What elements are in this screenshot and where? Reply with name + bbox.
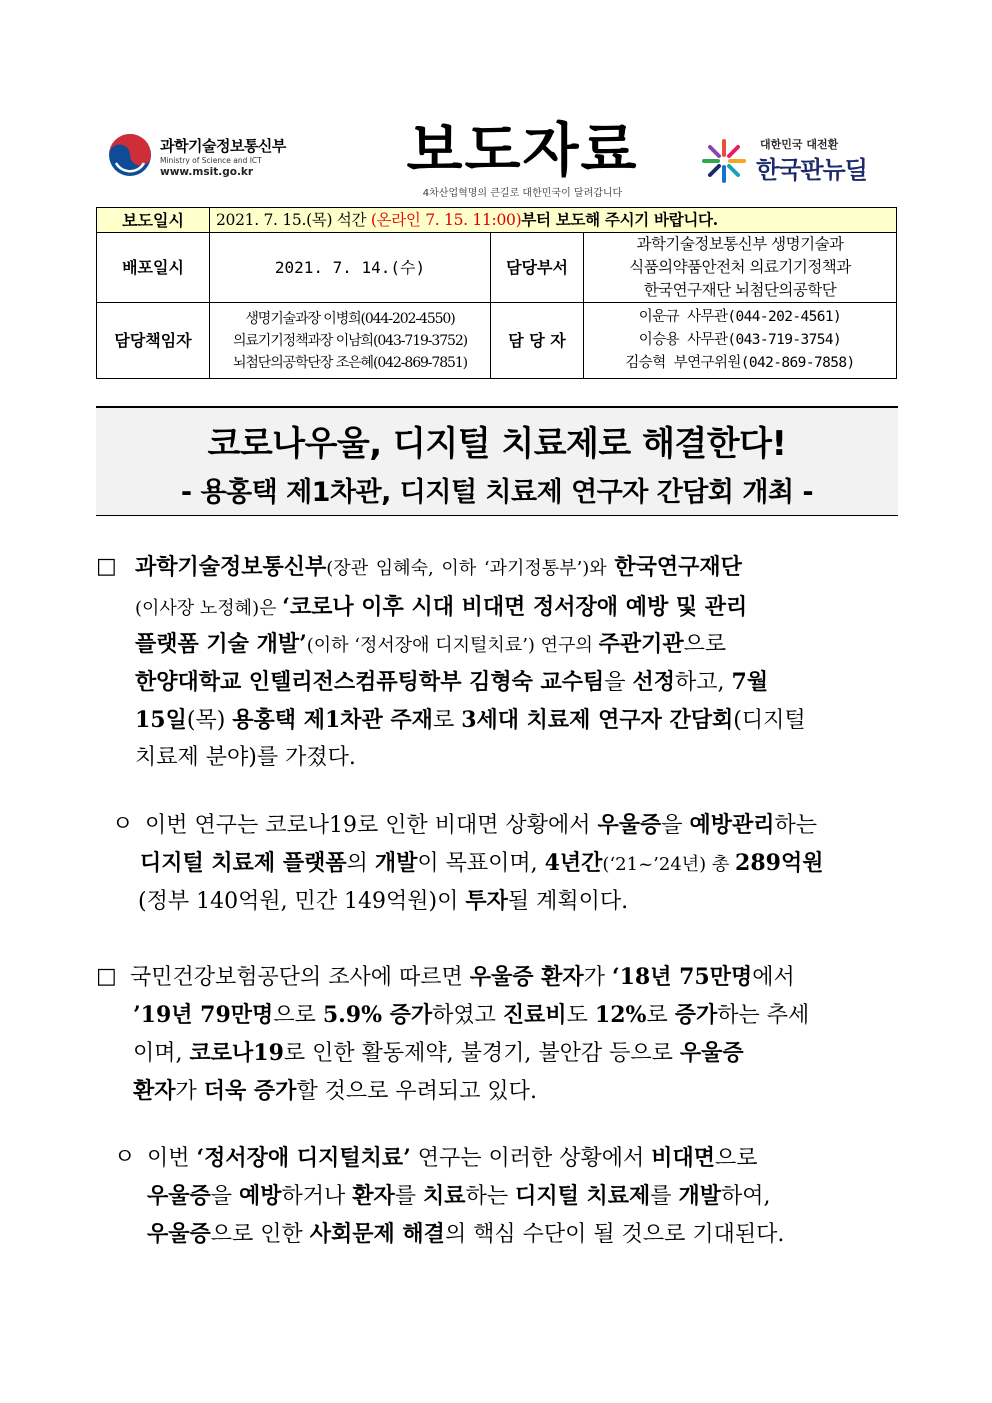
text: 하여, <box>721 1184 771 1209</box>
text: 이번 연구는 코로나19로 인한 비대면 상황에서 <box>145 813 598 838</box>
staff-item: 김승혁 부연구위원(042-869-7858) <box>625 355 855 371</box>
ministry-name-en: Ministry of Science and ICT <box>160 156 262 165</box>
text-bold: ’19년 79만명 <box>133 1002 274 1028</box>
text: 가 <box>175 1079 204 1104</box>
staff-item: 이승용 사무관(043-719-3754) <box>638 332 842 348</box>
text-bold: 증가 <box>674 1002 718 1028</box>
distribution-row <box>97 233 897 303</box>
text-bold: 투자 <box>465 888 508 914</box>
paragraph-line <box>147 1181 771 1212</box>
paragraph-line <box>135 705 806 736</box>
text-bold: 비대면 <box>651 1145 716 1171</box>
text-bold: ‘정서장애 디지털치료’ <box>196 1145 411 1171</box>
text: 의 <box>346 851 375 876</box>
ministry-url: www.msit.go.kr <box>160 166 254 178</box>
paragraph-line <box>135 552 897 584</box>
text-bold: 치료 <box>423 1183 466 1209</box>
distribution-label: 배포일시 <box>97 233 210 303</box>
text: (목) <box>186 708 233 733</box>
paragraph-line <box>133 1000 809 1031</box>
release-label: 보도일시 <box>97 208 210 233</box>
text: 하는 <box>774 813 818 838</box>
text: 치료제 분야)를 가졌다. <box>135 745 356 770</box>
text: 를 <box>650 1184 679 1209</box>
text: 를 <box>394 1184 424 1209</box>
text: (이사장 노정혜)은 <box>135 598 283 619</box>
newdeal-logo <box>700 133 900 185</box>
staff-list <box>584 303 897 379</box>
text: 할 것으로 우려되고 있다. <box>296 1079 537 1104</box>
text: 하는 추세 <box>717 1003 810 1028</box>
text: 으로 <box>715 1146 758 1171</box>
text: 로 인한 활동제약, 불경기, 불안감 등으로 <box>283 1041 680 1066</box>
text: 이 목표이며, <box>417 851 545 876</box>
text-bold: 한양대학교 인텔리전스컴퓨팅학부 김형숙 교수팀 <box>135 669 605 695</box>
paragraph-line <box>140 848 823 880</box>
text-bold: 예방 <box>239 1183 282 1209</box>
text: 로 <box>646 1003 675 1028</box>
headline-box <box>96 406 898 516</box>
headline-title: 코로나우울, 디지털 치료제로 해결한다! <box>207 424 787 464</box>
paragraph-line <box>145 810 817 841</box>
release-suffix: 부터 보도해 주시기 바랍니다. <box>521 210 718 229</box>
release-date-cell <box>210 208 897 233</box>
release-date: 2021. 7. 15.(목) 석간 <box>216 211 371 229</box>
text: 로 <box>432 708 462 733</box>
text-bold: 우울증 <box>147 1183 211 1209</box>
text: 하였고 <box>432 1003 503 1028</box>
text-bold: 플랫폼 기술 개발’ <box>135 631 307 657</box>
text-bold: 주관기관 <box>598 631 684 657</box>
text: 을 <box>210 1184 240 1209</box>
manager-item: 뇌첨단의공학단장 조은혜(042-869-7851) <box>232 354 468 371</box>
text: 으로 <box>273 1003 323 1028</box>
newdeal-name: 한국판뉴딜 <box>756 156 867 184</box>
text: (디지털 <box>733 708 806 733</box>
text: 연구는 이러한 상황에서 <box>410 1146 652 1171</box>
text: 이번 <box>147 1146 197 1171</box>
paragraph-line <box>135 629 726 661</box>
text-bold: 디지털 치료제 <box>515 1183 651 1209</box>
text-bold: 환자 <box>352 1183 395 1209</box>
text-bold: 개발 <box>374 850 418 876</box>
text: 에서 <box>752 965 795 990</box>
circle-bullet: ㅇ <box>114 1145 136 1170</box>
department-list <box>584 233 897 303</box>
text-bold: 진료비 <box>502 1002 567 1028</box>
department-item: 한국연구재단 뇌첨단의공학단 <box>643 281 837 299</box>
text: 국민건강보험공단의 조사에 따르면 <box>130 965 470 990</box>
text-bold: 디지털 치료제 플랫폼 <box>140 850 347 876</box>
managers-label: 담당책임자 <box>97 303 210 379</box>
text-bold: 15일 <box>135 707 187 733</box>
paragraph-line <box>135 592 747 624</box>
text: 가 <box>583 965 612 990</box>
department-label: 담당부서 <box>491 233 584 303</box>
text-bold: 코로나19 <box>189 1040 284 1066</box>
square-bullet: □ <box>96 554 117 579</box>
text: 을 <box>604 670 633 695</box>
text-bold: 우울증 <box>597 812 662 838</box>
staff-item: 이운규 사무관(044-202-4561) <box>638 309 842 325</box>
newdeal-burst-icon <box>700 137 748 185</box>
department-item: 식품의약품안전처 의료기기정책과 <box>629 258 851 276</box>
distribution-date: 2021. 7. 14.(수) <box>210 233 491 303</box>
release-info-table <box>96 207 897 379</box>
ministry-name: 과학기술정보통신부 <box>160 137 286 155</box>
text: 으로 <box>683 632 727 657</box>
taegeuk-emblem-icon <box>108 133 152 177</box>
manager-item: 의료기기정책과장 이남희(043-719-3752) <box>232 332 468 349</box>
release-row <box>97 208 897 233</box>
page-title: 보도자료 <box>406 116 639 184</box>
staff-label: 담 당 자 <box>491 303 584 379</box>
text: 도 <box>566 1003 595 1028</box>
text-bold: 한국연구재단 <box>614 554 742 580</box>
paragraph-line <box>135 667 768 698</box>
text: (이하 ‘정서장애 디지털치료’) 연구의 <box>306 635 599 656</box>
text-bold: ‘코로나 이후 시대 비대면 정서장애 예방 및 관리 <box>282 594 748 620</box>
newdeal-tagline: 대한민국 대전환 <box>760 138 839 151</box>
text: 하고, <box>675 670 732 695</box>
text-bold: 사회문제 해결 <box>309 1221 445 1247</box>
text-bold: 더욱 증가 <box>203 1078 297 1104</box>
text-bold: 289억원 <box>735 850 824 876</box>
contact-row <box>97 303 897 379</box>
text-bold: 우울증 환자 <box>469 964 584 990</box>
department-item: 과학기술정보통신부 생명기술과 <box>636 235 844 253</box>
text-bold: 예방관리 <box>689 812 775 838</box>
headline-subtitle: - 용홍택 제1차관, 디지털 치료제 연구자 간담회 개최 - <box>180 477 814 508</box>
text: 하거나 <box>281 1184 353 1209</box>
text: 을 <box>661 813 690 838</box>
circle-bullet: ㅇ <box>112 812 134 837</box>
ministry-logo <box>108 133 338 183</box>
text: (장관 임혜숙, 이하 ‘과기정통부’)와 <box>326 558 615 579</box>
text-bold: 환자 <box>133 1078 176 1104</box>
paragraph-line <box>130 962 795 993</box>
text-bold: 용홍택 제1차관 주재 <box>232 707 433 733</box>
text: 하는 <box>465 1184 516 1209</box>
paragraph-line <box>147 1219 784 1250</box>
text-bold: 개발 <box>678 1183 721 1209</box>
text: 의 핵심 수단이 될 것으로 기대된다. <box>444 1222 785 1247</box>
text-bold: 우울증 <box>147 1221 211 1247</box>
text-bold: 7월 <box>731 669 769 695</box>
text-bold: 선정 <box>632 669 676 695</box>
paragraph-line <box>135 743 356 773</box>
paragraph-line <box>147 1143 758 1174</box>
paragraph-line <box>138 886 628 917</box>
text-bold: 12% <box>594 1002 647 1028</box>
text: 이며, <box>133 1041 190 1066</box>
paragraph-line <box>133 1076 537 1107</box>
text: (정부 140억원, 민간 149억원)이 <box>138 889 466 914</box>
slogan: 4차산업혁명의 큰길로 대한민국이 달려갑니다 <box>422 188 623 199</box>
text-bold: 4년간 <box>544 850 603 876</box>
text-bold: 우울증 <box>679 1040 744 1066</box>
text-bold: ‘18년 75만명 <box>611 964 753 990</box>
text-bold: 과학기술정보통신부 <box>135 554 327 580</box>
paragraph-line <box>133 1038 744 1069</box>
text-bold: 3세대 치료제 연구자 간담회 <box>461 707 734 733</box>
text: (‘21~’24년) 총 <box>602 854 736 875</box>
text: 으로 인한 <box>210 1222 310 1247</box>
manager-item: 생명기술과장 이병희(044-202-4550) <box>245 310 455 327</box>
square-bullet: □ <box>96 964 117 989</box>
release-online: (온라인 7. 15. 11:00) <box>370 211 522 229</box>
managers-list <box>210 303 491 379</box>
text: 될 계획이다. <box>507 889 629 914</box>
text-bold: 5.9% 증가 <box>322 1002 433 1028</box>
